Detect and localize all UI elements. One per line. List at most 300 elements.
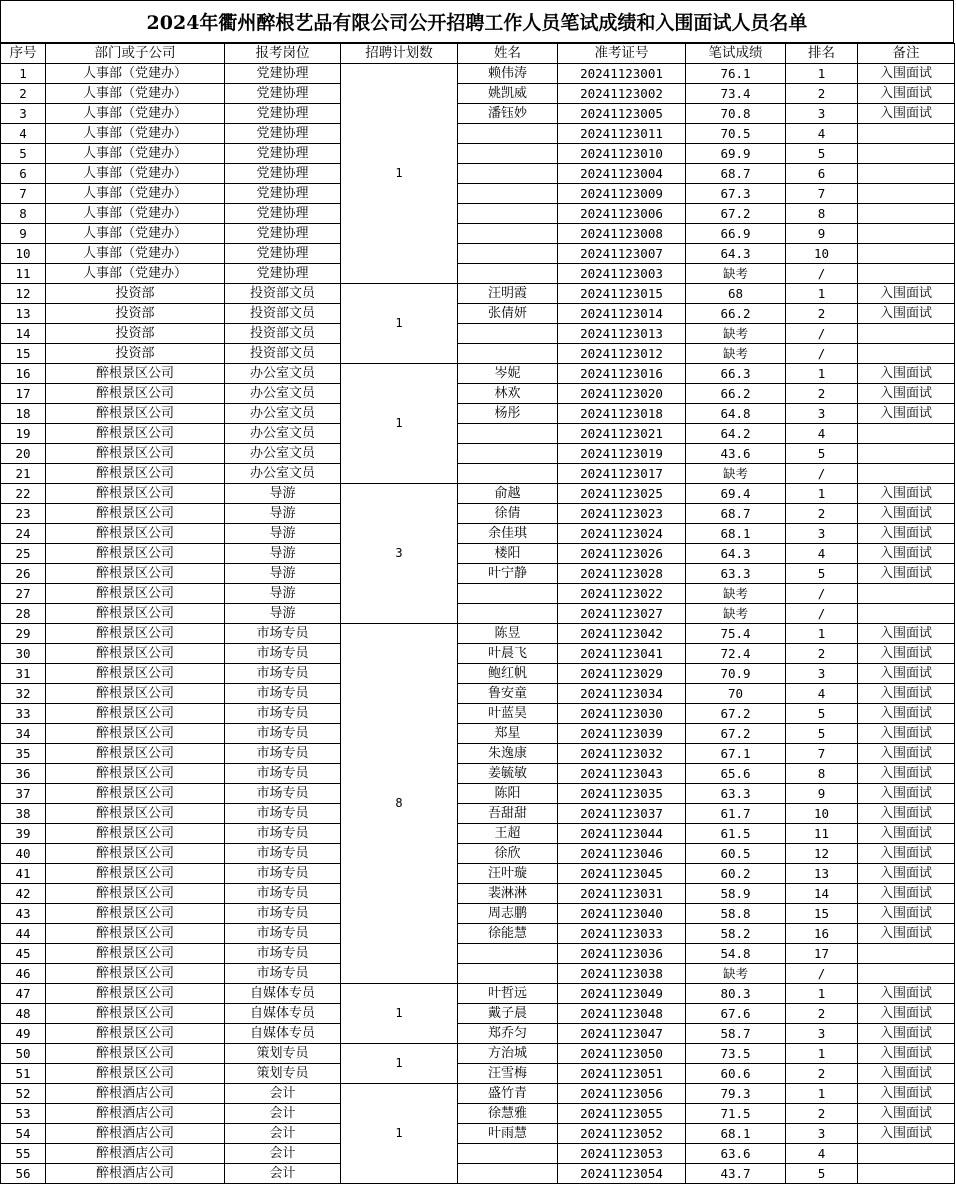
cell-rank: 2 bbox=[786, 304, 858, 324]
cell-plan-count: 1 bbox=[341, 364, 458, 484]
cell-note: 入围面试 bbox=[858, 1104, 955, 1124]
cell-post: 办公室文员 bbox=[225, 364, 341, 384]
cell-exam-id: 20241123027 bbox=[558, 604, 686, 624]
table-row bbox=[1, 664, 955, 684]
cell-name bbox=[458, 124, 558, 144]
cell-no: 53 bbox=[1, 1104, 46, 1124]
cell-note bbox=[858, 444, 955, 464]
cell-exam-id: 20241123028 bbox=[558, 564, 686, 584]
cell-note bbox=[858, 584, 955, 604]
table-row bbox=[1, 64, 955, 84]
cell-exam-id: 20241123019 bbox=[558, 444, 686, 464]
cell-no: 17 bbox=[1, 384, 46, 404]
cell-dept: 人事部（党建办） bbox=[46, 264, 225, 284]
cell-no: 5 bbox=[1, 144, 46, 164]
cell-no: 45 bbox=[1, 944, 46, 964]
cell-rank: 5 bbox=[786, 444, 858, 464]
cell-exam-id: 20241123026 bbox=[558, 544, 686, 564]
table-row bbox=[1, 744, 955, 764]
cell-score: 缺考 bbox=[686, 264, 786, 284]
cell-name: 俞越 bbox=[458, 484, 558, 504]
cell-rank: 5 bbox=[786, 1164, 858, 1184]
cell-name bbox=[458, 264, 558, 284]
header-rank: 排名 bbox=[786, 44, 858, 64]
cell-dept: 人事部（党建办） bbox=[46, 224, 225, 244]
cell-score: 缺考 bbox=[686, 964, 786, 984]
cell-score: 60.5 bbox=[686, 844, 786, 864]
cell-exam-id: 20241123010 bbox=[558, 144, 686, 164]
cell-name: 叶蓝昊 bbox=[458, 704, 558, 724]
table-row bbox=[1, 84, 955, 104]
cell-dept: 醉根景区公司 bbox=[46, 784, 225, 804]
cell-rank: 6 bbox=[786, 164, 858, 184]
cell-rank: 2 bbox=[786, 1064, 858, 1084]
cell-dept: 投资部 bbox=[46, 324, 225, 344]
cell-rank: / bbox=[786, 264, 858, 284]
cell-no: 13 bbox=[1, 304, 46, 324]
table-row bbox=[1, 644, 955, 664]
cell-exam-id: 20241123036 bbox=[558, 944, 686, 964]
table-row bbox=[1, 584, 955, 604]
cell-name bbox=[458, 584, 558, 604]
table-row bbox=[1, 464, 955, 484]
cell-score: 70.8 bbox=[686, 104, 786, 124]
cell-exam-id: 20241123035 bbox=[558, 784, 686, 804]
cell-no: 18 bbox=[1, 404, 46, 424]
cell-score: 68.1 bbox=[686, 1124, 786, 1144]
cell-rank: 8 bbox=[786, 764, 858, 784]
table-row bbox=[1, 724, 955, 744]
cell-dept: 醉根景区公司 bbox=[46, 544, 225, 564]
cell-exam-id: 20241123041 bbox=[558, 644, 686, 664]
cell-dept: 醉根景区公司 bbox=[46, 624, 225, 644]
table-row bbox=[1, 924, 955, 944]
cell-name: 楼阳 bbox=[458, 544, 558, 564]
cell-no: 35 bbox=[1, 744, 46, 764]
cell-dept: 醉根景区公司 bbox=[46, 824, 225, 844]
cell-rank: / bbox=[786, 464, 858, 484]
cell-exam-id: 20241123050 bbox=[558, 1044, 686, 1064]
header-plan: 招聘计划数 bbox=[341, 44, 458, 64]
cell-post: 导游 bbox=[225, 544, 341, 564]
table-row bbox=[1, 1064, 955, 1084]
cell-exam-id: 20241123007 bbox=[558, 244, 686, 264]
cell-dept: 醉根景区公司 bbox=[46, 424, 225, 444]
table-row bbox=[1, 764, 955, 784]
cell-no: 7 bbox=[1, 184, 46, 204]
cell-rank: 5 bbox=[786, 724, 858, 744]
cell-no: 51 bbox=[1, 1064, 46, 1084]
table-row bbox=[1, 904, 955, 924]
cell-rank: 3 bbox=[786, 104, 858, 124]
cell-note: 入围面试 bbox=[858, 304, 955, 324]
cell-score: 60.6 bbox=[686, 1064, 786, 1084]
cell-rank: 4 bbox=[786, 684, 858, 704]
cell-exam-id: 20241123022 bbox=[558, 584, 686, 604]
cell-score: 64.2 bbox=[686, 424, 786, 444]
cell-note bbox=[858, 244, 955, 264]
table-row bbox=[1, 564, 955, 584]
cell-note bbox=[858, 204, 955, 224]
cell-dept: 醉根景区公司 bbox=[46, 884, 225, 904]
cell-name: 徐欣 bbox=[458, 844, 558, 864]
table-row bbox=[1, 604, 955, 624]
table-row bbox=[1, 684, 955, 704]
cell-rank: 10 bbox=[786, 804, 858, 824]
cell-score: 66.3 bbox=[686, 364, 786, 384]
cell-post: 导游 bbox=[225, 604, 341, 624]
cell-name: 裴淋淋 bbox=[458, 884, 558, 904]
cell-plan-count: 1 bbox=[341, 984, 458, 1044]
cell-dept: 醉根景区公司 bbox=[46, 664, 225, 684]
cell-no: 4 bbox=[1, 124, 46, 144]
cell-dept: 醉根酒店公司 bbox=[46, 1144, 225, 1164]
cell-dept: 醉根景区公司 bbox=[46, 844, 225, 864]
results-table bbox=[0, 43, 955, 1184]
table-row bbox=[1, 444, 955, 464]
cell-note: 入围面试 bbox=[858, 824, 955, 844]
cell-rank: 13 bbox=[786, 864, 858, 884]
cell-name: 徐能慧 bbox=[458, 924, 558, 944]
cell-post: 办公室文员 bbox=[225, 384, 341, 404]
cell-dept: 人事部（党建办） bbox=[46, 64, 225, 84]
cell-note bbox=[858, 324, 955, 344]
table-row bbox=[1, 1084, 955, 1104]
cell-rank: 4 bbox=[786, 424, 858, 444]
cell-post: 市场专员 bbox=[225, 744, 341, 764]
cell-post: 投资部文员 bbox=[225, 324, 341, 344]
header-name: 姓名 bbox=[458, 44, 558, 64]
cell-no: 46 bbox=[1, 964, 46, 984]
table-row bbox=[1, 984, 955, 1004]
cell-score: 67.3 bbox=[686, 184, 786, 204]
cell-name: 郑乔匀 bbox=[458, 1024, 558, 1044]
cell-exam-id: 20241123015 bbox=[558, 284, 686, 304]
cell-score: 缺考 bbox=[686, 604, 786, 624]
cell-name: 周志鹏 bbox=[458, 904, 558, 924]
cell-exam-id: 20241123021 bbox=[558, 424, 686, 444]
cell-no: 50 bbox=[1, 1044, 46, 1064]
cell-dept: 醉根景区公司 bbox=[46, 1024, 225, 1044]
table-row bbox=[1, 944, 955, 964]
cell-rank: / bbox=[786, 344, 858, 364]
cell-note bbox=[858, 344, 955, 364]
cell-note: 入围面试 bbox=[858, 1084, 955, 1104]
cell-post: 导游 bbox=[225, 484, 341, 504]
cell-exam-id: 20241123013 bbox=[558, 324, 686, 344]
cell-name: 王超 bbox=[458, 824, 558, 844]
table-row bbox=[1, 244, 955, 264]
table-row bbox=[1, 104, 955, 124]
header-note: 备注 bbox=[858, 44, 955, 64]
table-row bbox=[1, 184, 955, 204]
cell-score: 72.4 bbox=[686, 644, 786, 664]
cell-exam-id: 20241123042 bbox=[558, 624, 686, 644]
cell-no: 1 bbox=[1, 64, 46, 84]
cell-score: 71.5 bbox=[686, 1104, 786, 1124]
cell-post: 自媒体专员 bbox=[225, 984, 341, 1004]
cell-post: 市场专员 bbox=[225, 924, 341, 944]
cell-name bbox=[458, 1144, 558, 1164]
header-exam-id: 准考证号 bbox=[558, 44, 686, 64]
cell-note: 入围面试 bbox=[858, 804, 955, 824]
table-row bbox=[1, 1004, 955, 1024]
cell-no: 9 bbox=[1, 224, 46, 244]
cell-note: 入围面试 bbox=[858, 1064, 955, 1084]
cell-note: 入围面试 bbox=[858, 744, 955, 764]
cell-dept: 醉根景区公司 bbox=[46, 964, 225, 984]
cell-score: 69.9 bbox=[686, 144, 786, 164]
cell-no: 54 bbox=[1, 1124, 46, 1144]
cell-dept: 醉根酒店公司 bbox=[46, 1164, 225, 1184]
cell-exam-id: 20241123029 bbox=[558, 664, 686, 684]
cell-exam-id: 20241123017 bbox=[558, 464, 686, 484]
cell-exam-id: 20241123011 bbox=[558, 124, 686, 144]
table-row bbox=[1, 164, 955, 184]
cell-dept: 醉根景区公司 bbox=[46, 484, 225, 504]
cell-dept: 醉根景区公司 bbox=[46, 644, 225, 664]
cell-exam-id: 20241123048 bbox=[558, 1004, 686, 1024]
cell-score: 68.7 bbox=[686, 164, 786, 184]
cell-dept: 醉根景区公司 bbox=[46, 384, 225, 404]
cell-no: 10 bbox=[1, 244, 46, 264]
cell-name: 余佳琪 bbox=[458, 524, 558, 544]
cell-note: 入围面试 bbox=[858, 644, 955, 664]
cell-rank: 1 bbox=[786, 364, 858, 384]
cell-no: 11 bbox=[1, 264, 46, 284]
cell-post: 办公室文员 bbox=[225, 424, 341, 444]
table-row bbox=[1, 324, 955, 344]
cell-dept: 醉根景区公司 bbox=[46, 604, 225, 624]
cell-plan-count: 1 bbox=[341, 1084, 458, 1184]
cell-rank: 1 bbox=[786, 1044, 858, 1064]
cell-dept: 人事部（党建办） bbox=[46, 124, 225, 144]
cell-name bbox=[458, 464, 558, 484]
cell-exam-id: 20241123052 bbox=[558, 1124, 686, 1144]
cell-exam-id: 20241123008 bbox=[558, 224, 686, 244]
cell-name: 方治城 bbox=[458, 1044, 558, 1064]
cell-dept: 醉根景区公司 bbox=[46, 984, 225, 1004]
cell-dept: 人事部（党建办） bbox=[46, 164, 225, 184]
cell-dept: 醉根景区公司 bbox=[46, 1044, 225, 1064]
cell-no: 41 bbox=[1, 864, 46, 884]
cell-note: 入围面试 bbox=[858, 504, 955, 524]
cell-rank: 4 bbox=[786, 124, 858, 144]
cell-post: 党建协理 bbox=[225, 204, 341, 224]
cell-exam-id: 20241123053 bbox=[558, 1144, 686, 1164]
cell-no: 21 bbox=[1, 464, 46, 484]
cell-dept: 醉根景区公司 bbox=[46, 764, 225, 784]
cell-post: 党建协理 bbox=[225, 84, 341, 104]
cell-rank: 2 bbox=[786, 84, 858, 104]
cell-dept: 投资部 bbox=[46, 344, 225, 364]
cell-dept: 醉根景区公司 bbox=[46, 564, 225, 584]
cell-score: 70.9 bbox=[686, 664, 786, 684]
cell-score: 58.9 bbox=[686, 884, 786, 904]
cell-no: 34 bbox=[1, 724, 46, 744]
cell-no: 14 bbox=[1, 324, 46, 344]
table-row bbox=[1, 864, 955, 884]
cell-note: 入围面试 bbox=[858, 64, 955, 84]
cell-name bbox=[458, 604, 558, 624]
cell-rank: 3 bbox=[786, 404, 858, 424]
cell-score: 61.7 bbox=[686, 804, 786, 824]
cell-no: 42 bbox=[1, 884, 46, 904]
cell-dept: 醉根景区公司 bbox=[46, 444, 225, 464]
cell-dept: 人事部（党建办） bbox=[46, 104, 225, 124]
cell-rank: 11 bbox=[786, 824, 858, 844]
cell-exam-id: 20241123016 bbox=[558, 364, 686, 384]
cell-no: 3 bbox=[1, 104, 46, 124]
cell-score: 64.3 bbox=[686, 544, 786, 564]
cell-no: 28 bbox=[1, 604, 46, 624]
cell-name: 杨彤 bbox=[458, 404, 558, 424]
cell-rank: 4 bbox=[786, 544, 858, 564]
cell-dept: 投资部 bbox=[46, 284, 225, 304]
cell-note bbox=[858, 184, 955, 204]
cell-score: 67.2 bbox=[686, 204, 786, 224]
cell-exam-id: 20241123051 bbox=[558, 1064, 686, 1084]
cell-note: 入围面试 bbox=[858, 384, 955, 404]
cell-no: 12 bbox=[1, 284, 46, 304]
cell-dept: 醉根景区公司 bbox=[46, 804, 225, 824]
table-row bbox=[1, 824, 955, 844]
cell-exam-id: 20241123003 bbox=[558, 264, 686, 284]
cell-rank: 2 bbox=[786, 1004, 858, 1024]
cell-post: 投资部文员 bbox=[225, 284, 341, 304]
cell-exam-id: 20241123018 bbox=[558, 404, 686, 424]
cell-no: 8 bbox=[1, 204, 46, 224]
cell-dept: 人事部（党建办） bbox=[46, 204, 225, 224]
cell-exam-id: 20241123034 bbox=[558, 684, 686, 704]
cell-note: 入围面试 bbox=[858, 1044, 955, 1064]
cell-dept: 醉根景区公司 bbox=[46, 584, 225, 604]
header-dept: 部门或子公司 bbox=[46, 44, 225, 64]
cell-no: 23 bbox=[1, 504, 46, 524]
table-row bbox=[1, 284, 955, 304]
cell-note: 入围面试 bbox=[858, 84, 955, 104]
cell-name: 鲍红帆 bbox=[458, 664, 558, 684]
cell-name: 鲁安童 bbox=[458, 684, 558, 704]
cell-rank: 7 bbox=[786, 184, 858, 204]
cell-post: 自媒体专员 bbox=[225, 1004, 341, 1024]
cell-note: 入围面试 bbox=[858, 984, 955, 1004]
cell-dept: 人事部（党建办） bbox=[46, 144, 225, 164]
cell-name: 叶哲远 bbox=[458, 984, 558, 1004]
cell-name bbox=[458, 444, 558, 464]
cell-name: 郑星 bbox=[458, 724, 558, 744]
cell-score: 65.6 bbox=[686, 764, 786, 784]
cell-note: 入围面试 bbox=[858, 624, 955, 644]
cell-rank: 2 bbox=[786, 384, 858, 404]
cell-post: 市场专员 bbox=[225, 764, 341, 784]
cell-dept: 醉根景区公司 bbox=[46, 704, 225, 724]
cell-score: 70 bbox=[686, 684, 786, 704]
cell-note bbox=[858, 1144, 955, 1164]
cell-no: 31 bbox=[1, 664, 46, 684]
cell-post: 党建协理 bbox=[225, 184, 341, 204]
table-row bbox=[1, 384, 955, 404]
cell-post: 市场专员 bbox=[225, 884, 341, 904]
table-row bbox=[1, 624, 955, 644]
cell-score: 70.5 bbox=[686, 124, 786, 144]
table-row bbox=[1, 1144, 955, 1164]
table-row bbox=[1, 544, 955, 564]
cell-score: 68.7 bbox=[686, 504, 786, 524]
cell-note: 入围面试 bbox=[858, 864, 955, 884]
table-row bbox=[1, 424, 955, 444]
header-no: 序号 bbox=[1, 44, 46, 64]
cell-note bbox=[858, 944, 955, 964]
cell-note: 入围面试 bbox=[858, 884, 955, 904]
cell-post: 市场专员 bbox=[225, 904, 341, 924]
table-row bbox=[1, 784, 955, 804]
cell-dept: 醉根景区公司 bbox=[46, 464, 225, 484]
cell-exam-id: 20241123037 bbox=[558, 804, 686, 824]
cell-note: 入围面试 bbox=[858, 724, 955, 744]
cell-exam-id: 20241123030 bbox=[558, 704, 686, 724]
cell-no: 26 bbox=[1, 564, 46, 584]
cell-name bbox=[458, 244, 558, 264]
cell-post: 策划专员 bbox=[225, 1064, 341, 1084]
cell-post: 会计 bbox=[225, 1124, 341, 1144]
cell-note: 入围面试 bbox=[858, 284, 955, 304]
cell-exam-id: 20241123024 bbox=[558, 524, 686, 544]
cell-note: 入围面试 bbox=[858, 524, 955, 544]
cell-post: 办公室文员 bbox=[225, 404, 341, 424]
cell-exam-id: 20241123038 bbox=[558, 964, 686, 984]
cell-score: 66.9 bbox=[686, 224, 786, 244]
cell-exam-id: 20241123004 bbox=[558, 164, 686, 184]
cell-score: 64.3 bbox=[686, 244, 786, 264]
cell-note bbox=[858, 124, 955, 144]
cell-name: 汪明霞 bbox=[458, 284, 558, 304]
cell-plan-count: 8 bbox=[341, 624, 458, 984]
cell-note bbox=[858, 264, 955, 284]
table-row bbox=[1, 144, 955, 164]
cell-no: 20 bbox=[1, 444, 46, 464]
cell-score: 58.7 bbox=[686, 1024, 786, 1044]
cell-score: 43.6 bbox=[686, 444, 786, 464]
cell-no: 16 bbox=[1, 364, 46, 384]
cell-dept: 醉根酒店公司 bbox=[46, 1124, 225, 1144]
cell-name: 姜毓敏 bbox=[458, 764, 558, 784]
cell-post: 市场专员 bbox=[225, 664, 341, 684]
cell-note: 入围面试 bbox=[858, 684, 955, 704]
cell-note: 入围面试 bbox=[858, 564, 955, 584]
cell-post: 策划专员 bbox=[225, 1044, 341, 1064]
cell-rank: 1 bbox=[786, 1084, 858, 1104]
cell-no: 2 bbox=[1, 84, 46, 104]
cell-rank: 5 bbox=[786, 564, 858, 584]
cell-note bbox=[858, 424, 955, 444]
cell-note: 入围面试 bbox=[858, 544, 955, 564]
table-row bbox=[1, 484, 955, 504]
cell-post: 办公室文员 bbox=[225, 444, 341, 464]
cell-rank: 9 bbox=[786, 224, 858, 244]
cell-exam-id: 20241123033 bbox=[558, 924, 686, 944]
cell-post: 办公室文员 bbox=[225, 464, 341, 484]
cell-dept: 醉根酒店公司 bbox=[46, 1084, 225, 1104]
cell-exam-id: 20241123014 bbox=[558, 304, 686, 324]
cell-exam-id: 20241123055 bbox=[558, 1104, 686, 1124]
cell-post: 党建协理 bbox=[225, 224, 341, 244]
cell-no: 19 bbox=[1, 424, 46, 444]
cell-name bbox=[458, 184, 558, 204]
cell-dept: 人事部（党建办） bbox=[46, 244, 225, 264]
cell-dept: 醉根景区公司 bbox=[46, 684, 225, 704]
cell-no: 22 bbox=[1, 484, 46, 504]
